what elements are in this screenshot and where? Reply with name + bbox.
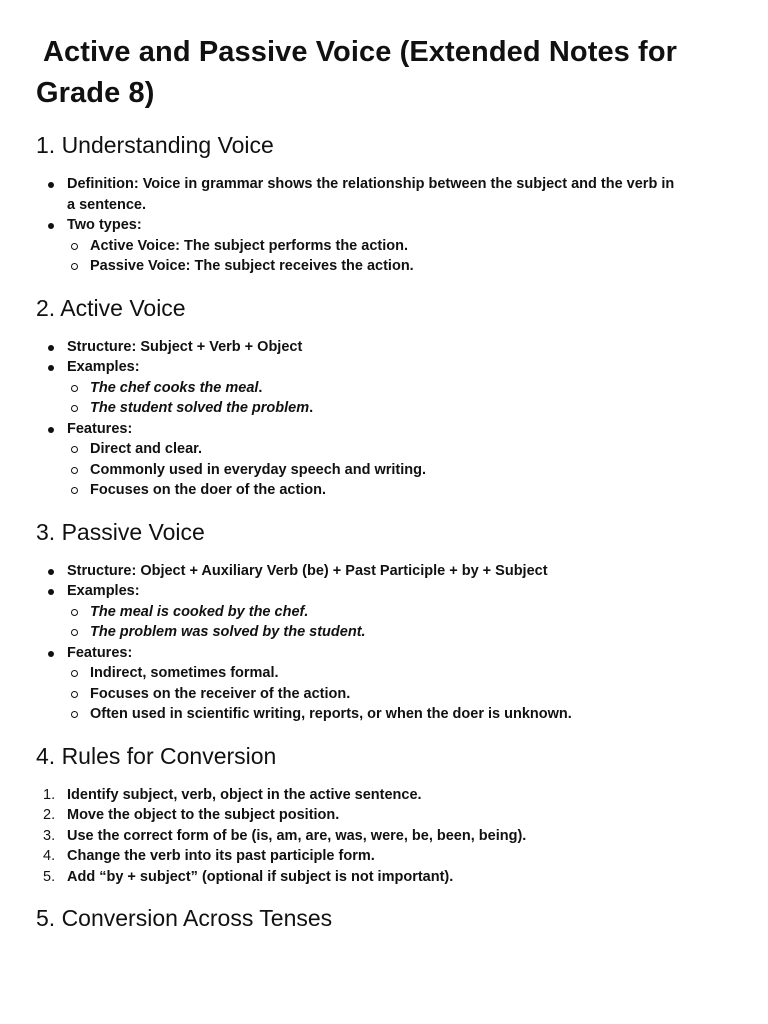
section-heading-rules-for-conversion: 4. Rules for Conversion xyxy=(36,742,277,769)
sub-item-feature-2: Focuses on the receiver of the action. xyxy=(36,684,734,705)
bullet-icon xyxy=(48,345,54,351)
hollow-bullet-icon xyxy=(71,446,78,453)
section-heading-understanding-voice: 1. Understanding Voice xyxy=(36,132,274,158)
hollow-bullet-icon xyxy=(71,243,78,250)
hollow-bullet-icon xyxy=(71,670,78,677)
rule-item-4: 4. Change the verb into its past participle form. xyxy=(36,846,734,867)
sub-item-example-2: The problem was solved by the student. xyxy=(36,622,734,643)
bullet-icon xyxy=(48,427,54,433)
rule-item-1: 1. Identify subject, verb, object in the active sentence. xyxy=(36,785,734,806)
sub-item-feature-3: Focuses on the doer of the action. xyxy=(36,480,734,501)
section-heading-passive-voice: 3. Passive Voice xyxy=(36,518,205,545)
page-title xyxy=(36,32,734,114)
list-number: 2. xyxy=(43,807,56,823)
section-heading-conversion-across-tenses: 5. Conversion Across Tenses xyxy=(36,905,333,931)
bullet-icon xyxy=(48,182,54,188)
list-item-structure: Structure: Object + Auxiliary Verb (be) + Past Participle + by + Subject xyxy=(36,561,734,582)
list-number: 3. xyxy=(43,827,56,844)
hollow-bullet-icon xyxy=(71,609,78,616)
hollow-bullet-icon xyxy=(71,487,78,494)
list-item-structure: Structure: Subject + Verb + Object xyxy=(36,337,734,358)
list-item-features: Features: xyxy=(36,419,734,440)
title-line-1: Active and Passive Voice (Extended Notes for xyxy=(43,36,678,68)
section-3-list xyxy=(36,561,734,725)
sub-item-feature-1: Direct and clear. xyxy=(36,439,734,460)
sub-item-example-1: The chef cooks the meal. xyxy=(36,378,734,399)
sub-item-example-1: The meal is cooked by the chef. xyxy=(36,602,734,623)
section-4-list xyxy=(36,785,734,888)
section-1-list xyxy=(36,174,734,277)
list-item-two-types: Two types: xyxy=(36,215,734,236)
bullet-icon xyxy=(48,365,54,371)
sub-item-passive-voice: Passive Voice: The subject receives the action. xyxy=(36,256,734,277)
rule-item-2: 2. Move the object to the subject position. xyxy=(36,805,734,826)
hollow-bullet-icon xyxy=(71,385,78,392)
list-item-examples: Examples: xyxy=(36,357,734,378)
title-line-2: Grade 8) xyxy=(36,77,155,109)
section-2-list xyxy=(36,337,734,501)
section-heading-active-voice: 2. Active Voice xyxy=(36,294,186,321)
hollow-bullet-icon xyxy=(71,691,78,698)
list-item-definition: Definition: Voice in grammar shows the relationship between the subject and the verb in a sentence. xyxy=(36,174,734,215)
bullet-icon xyxy=(48,651,54,657)
rule-item-5: 5. Add “by + subject” (optional if subject is not important). xyxy=(36,867,734,888)
sub-item-feature-1: Indirect, sometimes formal. xyxy=(36,663,734,684)
sub-item-active-voice: Active Voice: The subject performs the action. xyxy=(36,236,734,257)
hollow-bullet-icon xyxy=(71,263,78,270)
bullet-icon xyxy=(48,569,54,575)
sub-item-feature-3: Often used in scientific writing, reports, or when the doer is unknown. xyxy=(36,704,734,725)
list-number: 5. xyxy=(43,868,56,885)
list-item-features: Features: xyxy=(36,643,734,664)
hollow-bullet-icon xyxy=(71,629,78,636)
list-item-examples: Examples: xyxy=(36,581,734,602)
rule-item-3: 3. Use the correct form of be (is, am, are, was, were, be, been, being). xyxy=(36,826,734,847)
bullet-icon xyxy=(48,589,54,595)
hollow-bullet-icon xyxy=(71,405,78,412)
sub-item-feature-2: Commonly used in everyday speech and writing. xyxy=(36,460,734,481)
bullet-icon xyxy=(48,223,54,229)
list-number: 4. xyxy=(43,848,56,864)
hollow-bullet-icon xyxy=(71,467,78,474)
sub-item-example-2: The student solved the problem. xyxy=(36,398,734,419)
hollow-bullet-icon xyxy=(71,711,78,718)
list-number: 1. xyxy=(43,786,56,803)
